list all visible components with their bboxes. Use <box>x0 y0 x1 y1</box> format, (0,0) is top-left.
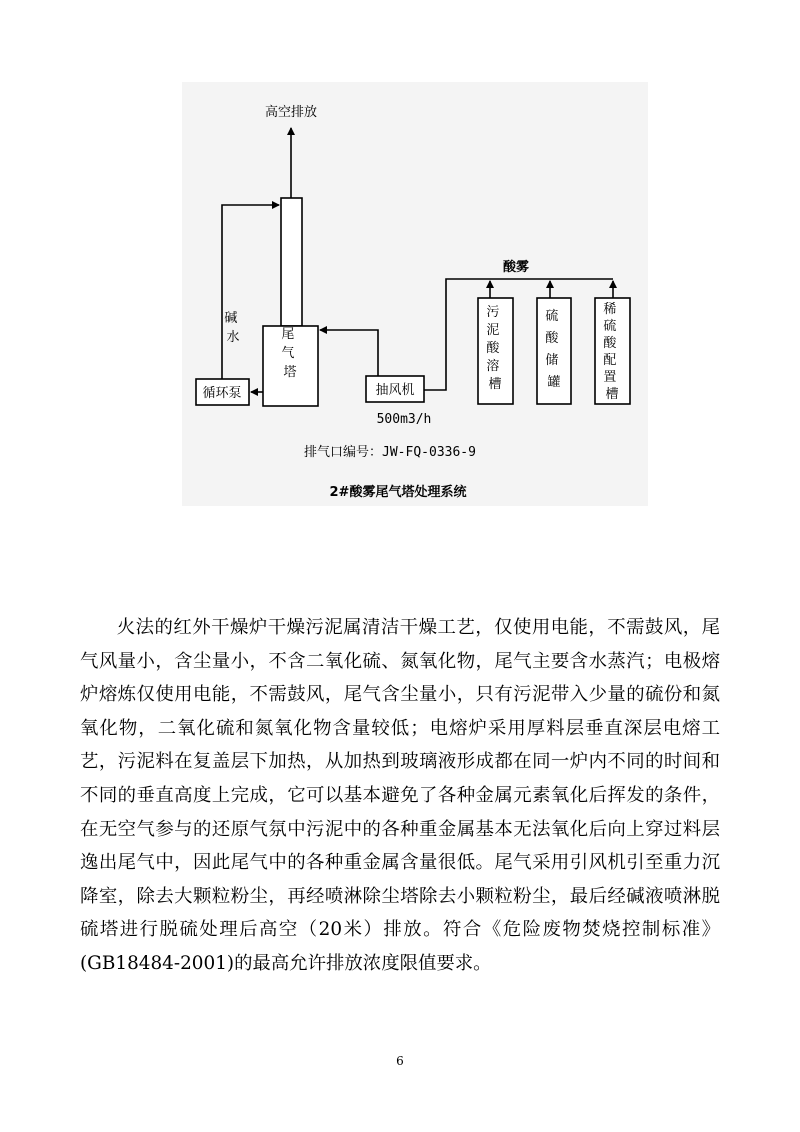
acid-mist-label: 酸雾 <box>502 260 530 275</box>
fan-label: 抽风机 <box>375 383 415 398</box>
alkali-water-label: 碱 水 <box>224 311 240 345</box>
body-paragraph: 火法的红外干燥炉干燥污泥属清洁干燥工艺，仅使用电能，不需鼓风，尾气风量小，含尘量小，不含二氧化硫、氮氧化物，尾气主要含水蒸汽；电极熔炉熔炼仅使用电能，不需鼓风，尾气含尘量小，只有污泥带入少量的硫份和氮氧化物，二氧化硫和氮氧化物含量较低；电熔炉采用厚料层垂直深层电熔工艺，污泥料在复盖层下加热，从加热到玻璃液形成都在同一炉内不同的时间和不同的垂直高度上完成，它可以基本避免了各种金属元素氧化后挥发的条件，在无空气参与的还原气氛中污泥中的各种重金属基本无法氧化后向上穿过料层逸出尾气中，因此尾气中的各种重金属含量很低。尾气采用引风机引至重力沉降室，除去大颗粒粉尘，再经喷淋除尘塔除去小颗粒粉尘，最后经碱液喷淋脱硫塔进行脱硫处理后高空（20米）排放。符合《危险废物焚烧控制标准》(GB18484-2001)的最高允许排放浓度限值要求。 <box>80 617 720 974</box>
exhaust-label: 高空排放 <box>264 105 318 120</box>
tank3-label: 稀 硫 酸 配 置 槽 <box>603 302 619 402</box>
flow-rate-label: 500m3/h <box>376 412 432 427</box>
pump-label: 循环泵 <box>202 386 242 401</box>
tank2-label: 硫 酸 储 罐 <box>545 309 561 390</box>
fan-to-tower-pipe <box>320 330 378 376</box>
diagram-caption: 2#酸雾尾气塔处理系统 <box>329 485 467 500</box>
process-flow-diagram <box>0 0 800 520</box>
page-number: 6 <box>396 1054 404 1068</box>
tank1-label: 污 泥 酸 溶 槽 <box>486 305 502 392</box>
fan-to-header-pipe <box>424 279 613 390</box>
chimney-stack <box>281 198 302 326</box>
tower-label: 尾 气 塔 <box>281 327 297 380</box>
outlet-number-label: 排气口编号：JW-FQ-0336-9 <box>304 445 476 460</box>
